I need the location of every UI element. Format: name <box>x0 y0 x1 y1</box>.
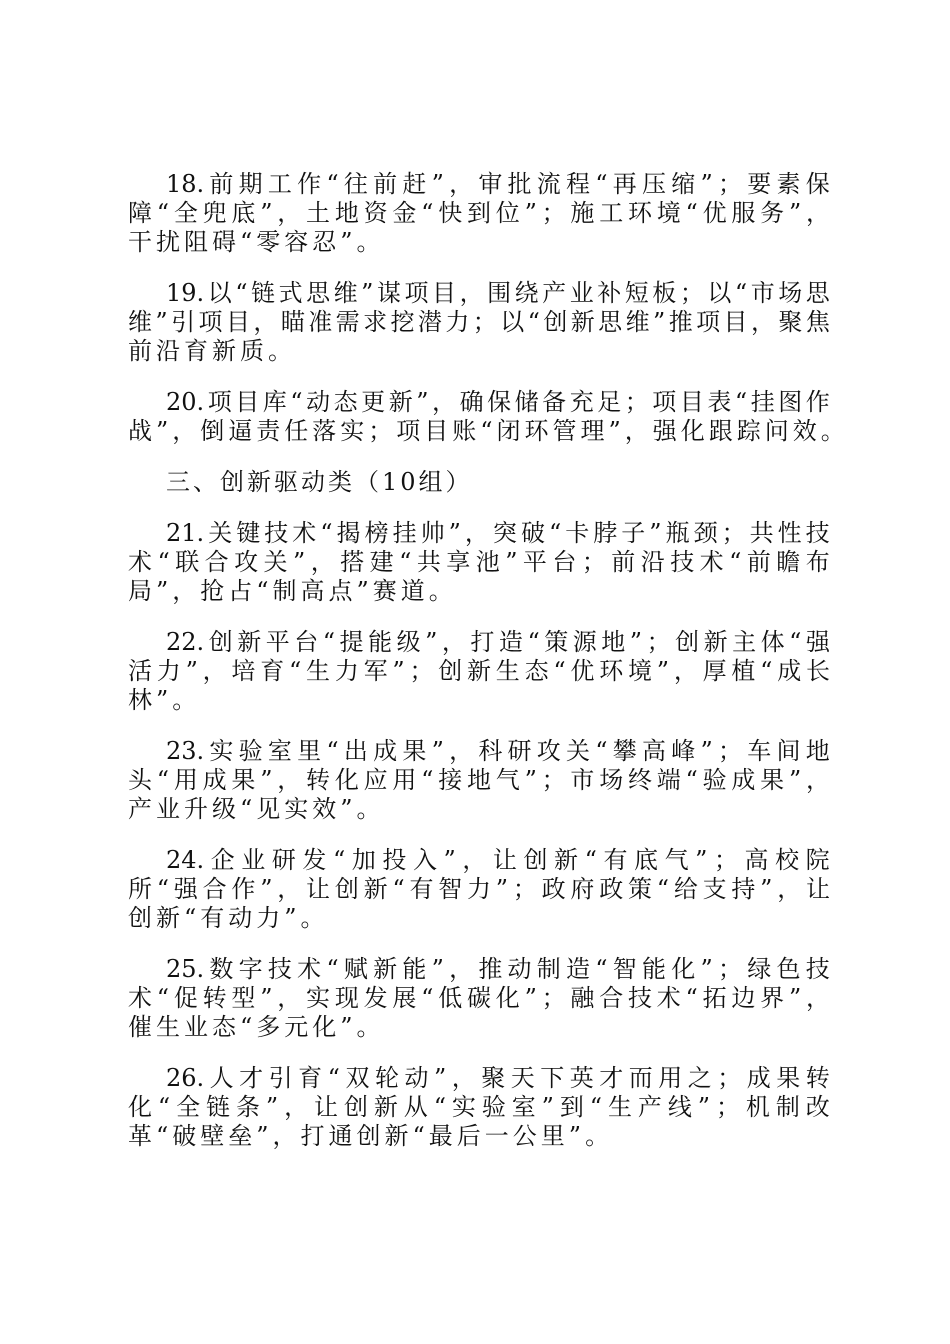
text-line: 21. 关 键 技 术 “ 揭 榜 挂 帅 ” ， 突 破 “ 卡 脖 子 ” 瓶 颈 ； 共 性 技 <box>166 519 830 547</box>
paragraph-p24 <box>128 846 830 933</box>
text-line: 20. 项 目 库 “ 动 态 更 新 ” ， 确 保 储 备 充 足 ； 项 目 表 “ 挂 图 作 <box>166 388 830 416</box>
text-line: 活 力 ” ， 培 育 “ 生 力 军 ” ； 创 新 生 态 “ 优 环 境 ” ， 厚 植 “ 成 长 <box>128 657 830 685</box>
paragraph-p25 <box>128 955 830 1042</box>
text-line: 术 “ 促 转 型 ” ， 实 现 发 展 “ 低 碳 化 ” ； 融 合 技 术 “ 拓 边 界 ” ， <box>128 984 830 1012</box>
section-heading <box>128 468 830 497</box>
text-line: 催生业态“多元化”。 <box>128 1013 385 1041</box>
text-line: 24. 企 业 研 发 “ 加 投 入 ” ， 让 创 新 “ 有 底 气 ” ； 高 校 院 <box>166 846 830 874</box>
paragraph-p22 <box>128 628 830 715</box>
text-line: 18. 前 期 工 作 “ 往 前 赶 ” ， 审 批 流 程 “ 再 压 缩 ” ； 要 素 保 <box>166 170 830 198</box>
text-line: 所 “ 强 合 作 ” ， 让 创 新 “ 有 智 力 ” ； 政 府 政 策 “ 给 支 持 ” ， 让 <box>128 875 830 903</box>
paragraph-p21 <box>128 519 830 606</box>
paragraph-p18 <box>128 170 830 257</box>
text-line: 局”，抢占“制高点”赛道。 <box>128 577 457 605</box>
paragraph-p20 <box>128 388 849 446</box>
text-line: 三、创新驱动类（10组） <box>166 468 473 496</box>
text-line: 障 “ 全 兜 底 ” ， 土 地 资 金 “ 快 到 位 ” ； 施 工 环 境 “ 优 服 务 ” ， <box>128 199 830 227</box>
paragraph-p26 <box>128 1064 830 1151</box>
text-line: 23. 实 验 室 里 “ 出 成 果 ” ， 科 研 攻 关 “ 攀 高 峰 ” ； 车 间 地 <box>166 737 830 765</box>
text-line: 22. 创 新 平 台 “ 提 能 级 ” ， 打 造 “ 策 源 地 ” ； 创 新 主 体 “ 强 <box>166 628 830 656</box>
text-line: 前沿育新质。 <box>128 337 296 365</box>
text-line: 化 “ 全 链 条 ” ， 让 创 新 从 “ 实 验 室 ” 到 “ 生 产 线 ” ； 机 制 改 <box>128 1093 830 1121</box>
text-line: 25. 数 字 技 术 “ 赋 新 能 ” ， 推 动 制 造 “ 智 能 化 ” ； 绿 色 技 <box>166 955 830 983</box>
text-line: 术 “ 联 合 攻 关 ” ， 搭 建 “ 共 享 池 ” 平 台 ； 前 沿 技 术 “ 前 瞻 布 <box>128 548 830 576</box>
text-line: 林”。 <box>128 686 201 714</box>
text-line: 19. 以 “ 链 式 思 维 ” 谋 项 目 ， 围 绕 产 业 补 短 板 ； 以 “ 市 场 思 <box>166 279 830 307</box>
text-line: 创新“有动力”。 <box>128 904 329 932</box>
paragraph-p23 <box>128 737 830 824</box>
text-line: 干扰阻碍“零容忍”。 <box>128 228 385 256</box>
text-line: 头 “ 用 成 果 ” ， 转 化 应 用 “ 接 地 气 ” ； 市 场 终 端 “ 验 成 果 ” ， <box>128 766 830 794</box>
text-line: 26. 人 才 引 育 “ 双 轮 动 ” ， 聚 天 下 英 才 而 用 之 ； 成 果 转 <box>166 1064 830 1092</box>
text-line: 战”，倒逼责任落实；项目账“闭环管理”，强化跟踪问效。 <box>128 417 849 445</box>
paragraph-p19 <box>128 279 830 366</box>
text-line: 产业升级“见实效”。 <box>128 795 385 823</box>
text-line: 维 ” 引 项 目 ， 瞄 准 需 求 挖 潜 力 ； 以 “ 创 新 思 维 ” 推 项 目 ， 聚 焦 <box>128 308 830 336</box>
text-line: 革“破壁垒”，打通创新“最后一公里”。 <box>128 1122 614 1150</box>
document-body <box>128 170 849 1151</box>
